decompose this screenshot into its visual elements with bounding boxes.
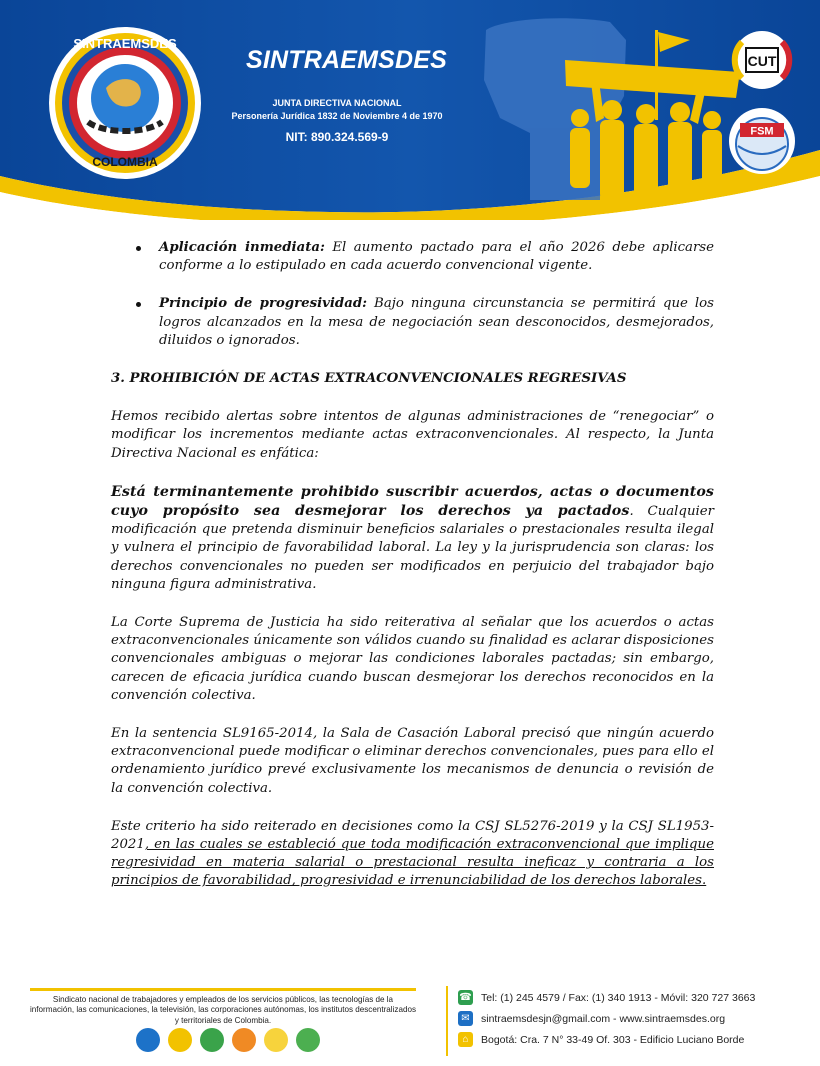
org-nit: NIT: 890.324.569-9 [285,130,389,144]
bullet-text: Bajo ninguna circunstancia se permitirá que los logros alcanzados en la mesa de negociación sean desconocidos, desmejorados, diluidos o ignorados. [159,296,714,348]
contact-phone-text: Tel: (1) 245 4579 / Fax: (1) 340 1913 - Móvil: 320 727 3663 [481,991,756,1004]
water-icon [136,1028,160,1052]
contact-phone [458,990,755,1005]
paragraph-sentence-sl9165: En la sentencia SL9165-2014, la Sala de Casación Laboral precisó que ningún acuerdo extraconvencional puede modificar o eliminar derechos convencionales, pues para ello el ordenamiento jurídico prevé exclusivamente los mecanismos de denuncia o revisión de la convención colectiva. [111,726,714,796]
sector-icons [136,1028,320,1052]
tv-icon [200,1028,224,1052]
lightbulb-icon [264,1028,288,1052]
contact-email-text: sintraemsdesjn@gmail.com - www.sintraemsdes.org [481,1012,726,1025]
contact-address-text: Bogotá: Cra. 7 N° 33-49 Of. 303 - Edificio Luciano Borde [481,1033,745,1046]
bullet-immediate-application [111,239,714,275]
contact-address [458,1032,744,1047]
email-icon: ✉ [458,1011,473,1026]
fire-icon [232,1028,256,1052]
paragraph-criteria [111,818,714,891]
location-pin-icon: ⌂ [458,1032,473,1047]
footer-vertical-divider [446,986,448,1056]
document-body [111,236,714,891]
phone-icon: ☎ [459,992,472,1003]
contact-email [458,1011,725,1026]
criteria-plain: Este criterio ha sido reiterado en decisiones como la CSJ SL5276-2019 y la CSJ SL1953-2021 [111,818,714,853]
paragraph-prohibition [111,483,714,594]
cut-badge-text: CUT [747,53,777,69]
logo-top-text: SINTRAEMSDES [73,36,177,51]
bullet-dot-icon [136,302,141,307]
prohibition-emphasis: Está terminantemente prohibido suscribir acuerdos, actas o documentos cuyo propósito sea desmejorar los derechos ya pactados [111,483,714,520]
org-subtitle-legal: Personería Jurídica 1832 de Noviembre 4 de 1970 [231,111,443,121]
phone-icon [168,1028,192,1052]
bullet-dot-icon [136,246,141,251]
org-subtitle-board: JUNTA DIRECTIVA NACIONAL [272,98,402,108]
recycle-icon [296,1028,320,1052]
footer-divider [30,988,416,991]
footer-description-block [30,988,416,1026]
criteria-underlined: , en las cuales se estableció que toda modificación extraconvencional que implique regresividad en materia salarial o prestacional resulta ineficaz y contraria a los principios de favorabilidad, progresividad e irrenunciabilidad de los derechos laborales. [111,837,714,889]
footer-description: Sindicato nacional de trabajadores y empleados de los servicios públicos, las tecnologías de la información, las comunicaciones, la televisión, las corporaciones autónomas, los institutos descentralizados y territoriales de Colombia. [30,995,416,1025]
bullet-text: El aumento pactado para el año 2026 debe aplicarse conforme a lo estipulado en cada acuerdo convencional vigente. [159,240,714,274]
letterhead-header [0,0,820,220]
bullet-label: Principio de progresividad: [159,296,368,312]
paragraph-alerts: Hemos recibido alertas sobre intentos de algunas administraciones de “renegociar” o modificar los incrementos mediante actas extraconvencionales. Al respecto, la Junta Directiva Nacional es enfática: [111,409,714,461]
bullet-label: Aplicación inmediata: [159,240,325,255]
fsm-badge [724,106,800,176]
section-heading: 3. PROHIBICIÓN DE ACTAS EXTRACONVENCIONALES REGRESIVAS [111,371,627,387]
paragraph-supreme-court: La Corte Suprema de Justicia ha sido reiterativa al señalar que los acuerdos o actas extraconvencionales únicamente son válidos cuando su finalidad es aclarar disposiciones convencionales ambiguas o mejorar las condiciones laborales pactadas; sin embargo, carecen de eficacia jurídica cuando buscan desmejorar los derechos reconocidos en la convención colectiva. [111,615,714,703]
cut-badge [724,28,800,92]
org-name: SINTRAEMSDES [246,46,448,74]
fsm-badge-text: FSM [750,125,774,138]
prohibition-rest: . Cualquier modificación que pretenda disminuir beneficios salariales o prestacionales resulta ilegal y vulnera el principio de favorabilidad laboral. La ley y la jurisprudencia son claras: los derechos convencionales no pueden ser modificados en perjuicio del trabajador bajo ninguna figura administrativa. [111,504,714,592]
bullet-progressivity [111,295,714,350]
logo-bottom-text: COLOMBIA [92,155,158,169]
sintraemsdes-logo [48,26,202,180]
